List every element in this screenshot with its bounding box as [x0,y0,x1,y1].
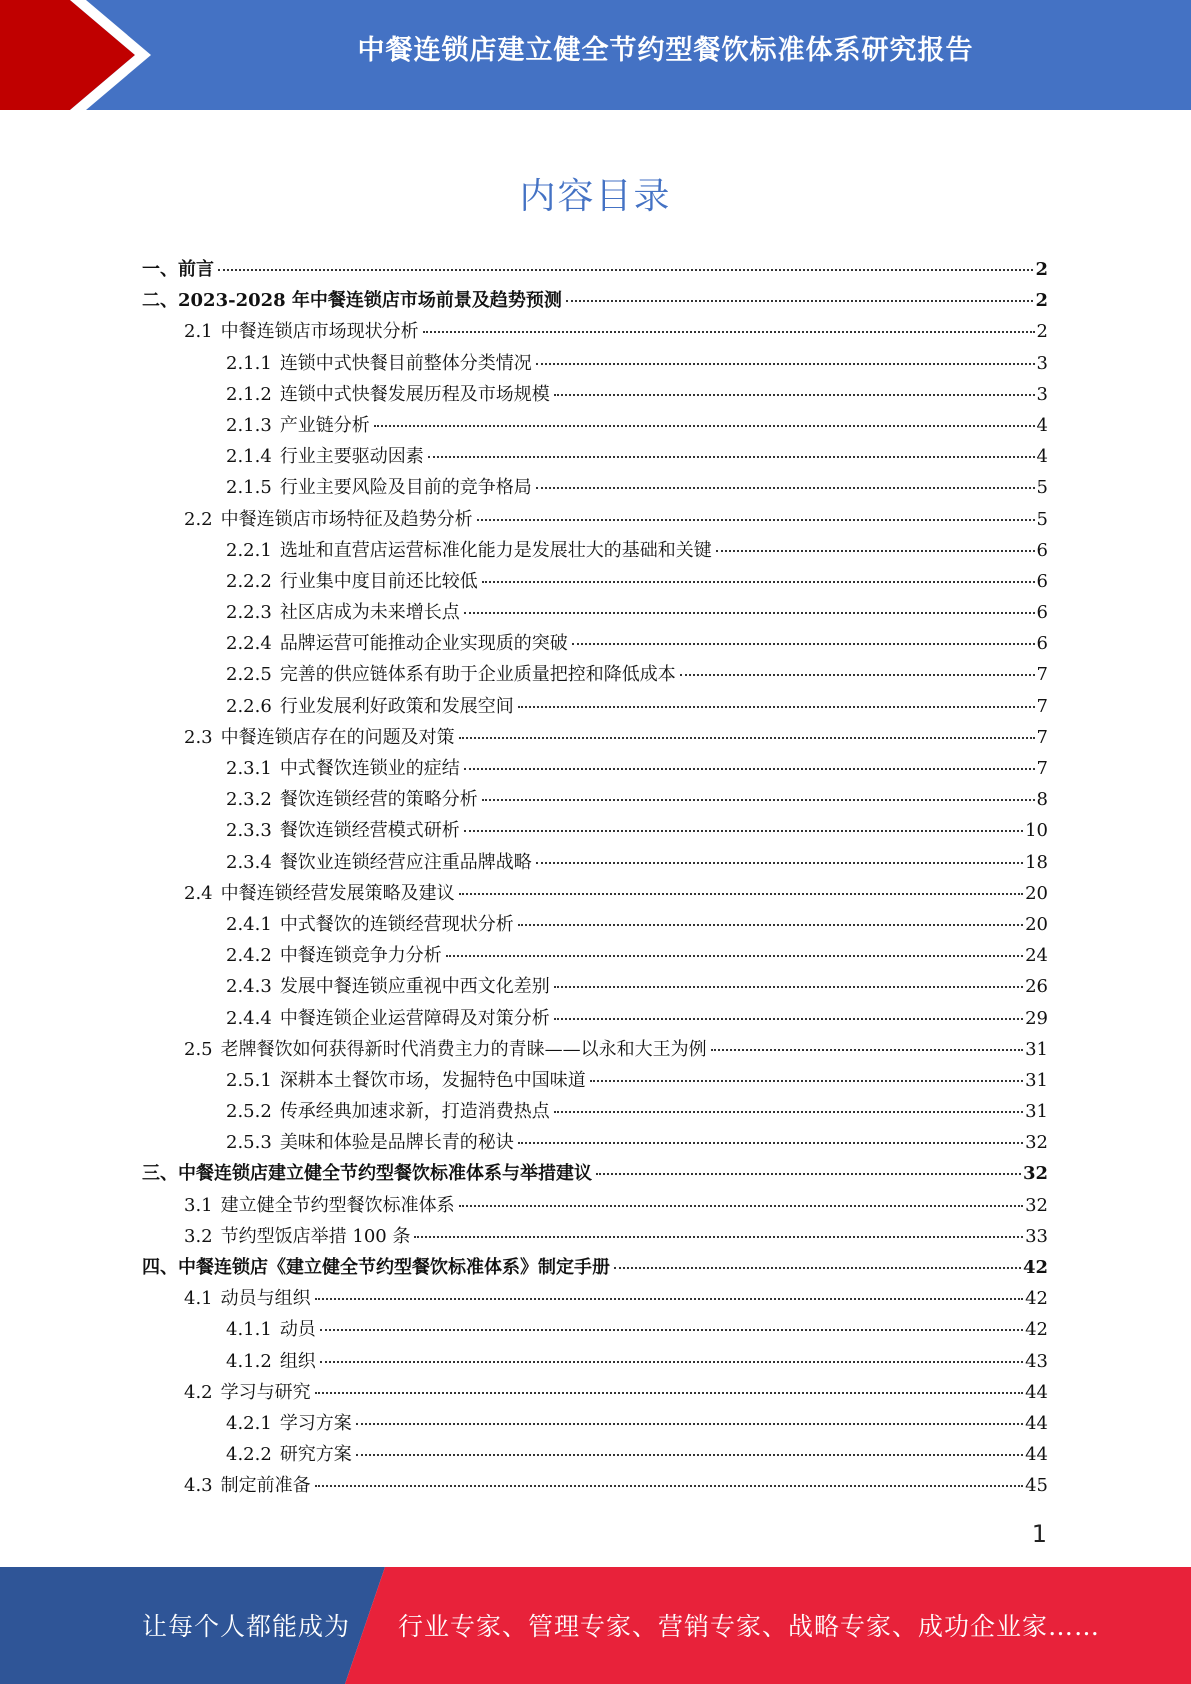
toc-entry-page: 5 [1036,477,1048,499]
toc-entry-number: 3.2 [184,1225,213,1247]
toc-entry-title: 餐饮连锁经营的策略分析 [279,789,478,811]
toc-entry-title: 2023-2028 年中餐连锁店市场前景及趋势预测 [178,290,562,312]
toc-entry-page: 5 [1036,508,1048,530]
toc-entry-title: 行业主要风险及目前的竞争格局 [279,477,532,499]
toc-entry[interactable] [142,628,1048,659]
toc-entry-number: 2.4.1 [226,913,272,935]
toc-entry-number: 2.3.3 [226,820,272,842]
toc-entry-title: 中餐连锁店存在的问题及对策 [220,726,455,748]
toc-dot-leader [716,550,1035,552]
toc-entry-title: 行业集中度目前还比较低 [279,570,478,592]
toc-entry-page: 32 [1025,1132,1048,1154]
toc-entry-number: 4.1.2 [226,1350,272,1372]
toc-entry[interactable] [142,1003,1048,1034]
toc-entry-page: 18 [1025,851,1048,873]
toc-dot-leader [315,1392,1023,1394]
toc-entry[interactable] [142,1158,1048,1189]
toc-entry[interactable] [142,535,1048,566]
toc-entry-page: 6 [1036,539,1048,561]
toc-entry-title: 中式餐饮的连锁经营现状分析 [279,913,514,935]
toc-entry-page: 43 [1025,1350,1048,1372]
toc-entry-title: 建立健全节约型餐饮标准体系 [220,1194,455,1216]
toc-entry-title: 中餐连锁经营发展策略及建议 [220,882,455,904]
toc-dot-leader [320,1329,1023,1331]
toc-entry-title: 制定前准备 [220,1475,311,1497]
toc-dot-leader [315,1485,1023,1487]
toc-entry-title: 中式餐饮连锁业的症结 [279,758,460,779]
toc-entry[interactable] [142,1252,1048,1283]
toc-dot-leader [518,1142,1023,1144]
toc-entry-page: 6 [1036,633,1048,655]
toc-entry-page: 42 [1025,1288,1048,1310]
toc-entry-number: 2.3.1 [226,758,272,779]
toc-dot-leader [554,394,1035,396]
toc-entry[interactable] [142,441,1048,472]
toc-dot-leader [536,862,1023,864]
header-banner [0,0,1191,110]
toc-dot-leader [680,674,1035,676]
toc-entry[interactable] [142,1314,1048,1345]
toc-entry-title: 学习与研究 [220,1381,311,1403]
toc-dot-leader [459,737,1035,739]
toc-entry-number: 2.5.2 [226,1101,272,1123]
toc-entry-page: 7 [1036,726,1048,748]
toc-entry-title: 餐饮连锁经营模式研析 [279,820,460,842]
toc-entry-title: 选址和直营店运营标准化能力是发展壮大的基础和关键 [279,539,712,561]
toc-entry[interactable] [142,971,1048,1002]
toc-entry-page: 33 [1025,1225,1048,1247]
toc-entry[interactable] [142,1439,1048,1470]
toc-entry-page: 6 [1036,602,1048,624]
header-title: 中餐连锁店建立健全节约型餐饮标准体系研究报告 [357,35,974,66]
toc-entry-number: 2.4.2 [226,945,272,967]
toc-entry-number: 2.3.4 [226,851,272,873]
toc-entry[interactable] [142,504,1048,535]
toc-entry-number: 二、 [142,290,178,312]
toc-entry-title: 节约型饭店举措 100 条 [220,1225,411,1247]
toc-entry[interactable] [142,784,1048,815]
toc-entry-page: 45 [1025,1475,1048,1497]
toc-entry[interactable] [142,847,1048,878]
toc-entry[interactable] [142,1470,1048,1501]
toc-entry-title: 美味和体验是品牌长青的秘诀 [279,1132,514,1154]
toc-entry[interactable] [142,753,1048,784]
toc-entry-page: 7 [1036,695,1048,717]
toc-entry-page: 2 [1035,259,1048,280]
toc-entry-page: 29 [1025,1007,1048,1029]
toc-entry[interactable] [142,348,1048,379]
toc-entry[interactable] [142,566,1048,597]
toc-entry-page: 26 [1025,976,1048,998]
toc-entry-title: 中餐连锁店市场现状分析 [220,321,419,343]
toc-entry-title: 社区店成为未来增长点 [279,602,460,624]
toc-entry-title: 前言 [178,259,214,280]
toc-entry[interactable] [142,1096,1048,1127]
toc-entry[interactable] [142,1377,1048,1408]
toc-dot-leader [459,893,1023,895]
toc-entry-page: 2 [1036,321,1048,343]
toc-entry-title: 中餐连锁店市场特征及趋势分析 [220,508,473,530]
toc-entry-number: 2.4.3 [226,976,272,998]
toc-entry-number: 2.3.2 [226,789,272,811]
toc-entry-title: 老牌餐饮如何获得新时代消费主力的青睐——以永和大王为例 [220,1038,707,1060]
toc-entry[interactable] [142,940,1048,971]
footer-slogan-left: 让每个人都能成为 [142,1612,351,1641]
toc-dot-leader [596,1173,1021,1175]
toc-dot-leader [356,1454,1023,1456]
toc-entry-number: 4.3 [184,1475,213,1497]
toc-entry[interactable] [142,722,1048,753]
toc-entry-title: 品牌运营可能推动企业实现质的突破 [279,633,568,655]
toc-dot-leader [356,1423,1023,1425]
toc-dot-leader [464,830,1023,832]
toc-entry[interactable] [142,316,1048,347]
toc-entry-page: 7 [1036,664,1048,686]
footer-banner [0,1567,1191,1684]
toc-entry-number: 2.2 [184,508,213,530]
toc-dot-leader [536,487,1035,489]
toc-dot-leader [414,1236,1023,1238]
toc-entry-number: 2.2.6 [226,695,272,717]
toc-entry-page: 20 [1025,913,1048,935]
toc-entry-title: 深耕本土餐饮市场，发掘特色中国味道 [279,1069,586,1091]
toc-entry-page: 31 [1025,1069,1048,1091]
toc-dot-leader [518,706,1035,708]
toc-entry-title: 动员与组织 [220,1288,311,1310]
toc-entry-title: 研究方案 [279,1444,352,1466]
toc-dot-leader [554,1111,1023,1113]
toc-entry-number: 2.1.3 [226,414,272,436]
toc-dot-leader [315,1298,1023,1300]
toc-entry[interactable] [142,878,1048,909]
toc-entry-page: 31 [1025,1101,1048,1123]
toc-entry-number: 四、 [142,1257,178,1278]
toc-entry-title: 连锁中式快餐目前整体分类情况 [279,352,532,374]
toc-entry-number: 4.2.1 [226,1412,272,1434]
toc-entry-number: 2.5 [184,1038,213,1060]
toc-entry-page: 32 [1022,1163,1048,1185]
toc-entry-number: 一、 [142,259,178,280]
toc-entry-page: 7 [1036,758,1048,779]
toc-dot-leader [590,1080,1023,1082]
toc-dot-leader [711,1049,1023,1051]
toc-entry-title: 行业主要驱动因素 [279,446,424,468]
toc-entry-number: 2.2.2 [226,570,272,592]
toc-entry-page: 3 [1036,352,1048,374]
footer-slogan-right: 行业专家、管理专家、营销专家、战略专家、成功企业家…… [398,1612,1101,1641]
toc-entry[interactable] [142,597,1048,628]
toc-entry-number: 4.2 [184,1381,213,1403]
toc-entry-title: 产业链分析 [279,414,370,436]
toc-entry[interactable] [142,1346,1048,1377]
toc-entry-number: 2.1 [184,321,213,343]
toc-entry-page: 2 [1035,290,1048,312]
toc-dot-leader [554,1018,1023,1020]
toc-entry-page: 4 [1036,446,1048,468]
toc-entry-page: 42 [1025,1319,1048,1341]
toc-entry-number: 2.5.1 [226,1069,272,1091]
toc-entry-page: 44 [1025,1381,1048,1403]
toc-entry-page: 44 [1025,1412,1048,1434]
toc-dot-leader [614,1267,1021,1269]
toc-entry-number: 4.2.2 [226,1444,272,1466]
toc-entry-page: 44 [1025,1444,1048,1466]
toc-entry-number: 3.1 [184,1194,213,1216]
toc-entry-number: 4.1.1 [226,1319,272,1341]
toc-entry[interactable] [142,379,1048,410]
toc-dot-leader [218,269,1033,271]
toc-dot-leader [482,799,1035,801]
toc-entry-page: 6 [1036,570,1048,592]
toc-entry-title: 中餐连锁店《建立健全节约型餐饮标准体系》制定手册 [178,1257,610,1278]
toc-entry-title: 动员 [279,1319,316,1341]
toc-entry-page: 10 [1025,820,1048,842]
toc-entry-number: 2.1.4 [226,446,272,468]
toc-entry[interactable] [142,1408,1048,1439]
toc-entry[interactable] [142,410,1048,441]
toc-dot-leader [518,924,1023,926]
toc-entry-number: 2.2.1 [226,539,272,561]
toc-entry-number: 4.1 [184,1288,213,1310]
toc-dot-leader [536,363,1035,365]
toc-entry-title: 连锁中式快餐发展历程及市场规模 [279,383,550,405]
toc-entry[interactable] [142,285,1048,316]
toc-entry[interactable] [142,815,1048,846]
toc-entry-number: 2.4.4 [226,1007,272,1029]
toc-dot-leader [320,1361,1023,1363]
toc-entry-number: 2.3 [184,726,213,748]
toc-entry-page: 3 [1036,383,1048,405]
toc-dot-leader [477,519,1035,521]
toc-dot-leader [446,955,1023,957]
toc-entry-number: 2.1.2 [226,383,272,405]
toc-entry[interactable] [142,691,1048,722]
toc-entry[interactable] [142,254,1048,285]
toc-dot-leader [464,768,1035,770]
toc-entry-number: 2.2.3 [226,602,272,624]
toc-entry-number: 2.4 [184,882,213,904]
toc-entry-page: 42 [1022,1257,1048,1278]
toc-entry[interactable] [142,1283,1048,1314]
toc-dot-leader [566,300,1034,302]
toc-entry[interactable] [142,1127,1048,1158]
toc-entry-title: 餐饮业连锁经营应注重品牌战略 [279,851,532,873]
toc-entry-page: 8 [1036,789,1048,811]
toc-entry-number: 2.1.1 [226,352,272,374]
toc-dot-leader [374,425,1035,427]
toc-entry-page: 20 [1025,882,1048,904]
toc-entry-title: 中餐连锁竞争力分析 [279,945,442,967]
toc-entry[interactable] [142,659,1048,690]
toc-entry-page: 4 [1036,414,1048,436]
toc-entry-number: 2.5.3 [226,1132,272,1154]
toc-entry-title: 传承经典加速求新，打造消费热点 [279,1101,550,1123]
toc-entry-title: 中餐连锁企业运营障碍及对策分析 [279,1007,550,1029]
toc-dot-leader [554,986,1023,988]
toc-entry-page: 32 [1025,1194,1048,1216]
toc-dot-leader [482,581,1035,583]
toc-entry[interactable] [142,1190,1048,1221]
toc-dot-leader [423,331,1035,333]
toc-entry-title: 完善的供应链体系有助于企业质量把控和降低成本 [279,664,676,686]
toc-entry-title: 学习方案 [279,1412,352,1434]
toc-entry-title: 发展中餐连锁应重视中西文化差别 [279,976,550,998]
toc-entry-number: 2.2.4 [226,633,272,655]
toc-entry[interactable] [142,1221,1048,1252]
toc-dot-leader [464,612,1035,614]
table-of-contents [142,254,1048,1502]
toc-entry-number: 2.1.5 [226,477,272,499]
toc-entry[interactable] [142,1034,1048,1065]
toc-entry-number: 三、 [142,1163,178,1185]
toc-entry[interactable] [142,909,1048,940]
toc-entry-page: 24 [1025,945,1048,967]
toc-entry[interactable] [142,1065,1048,1096]
toc-dot-leader [428,456,1035,458]
toc-entry-page: 31 [1025,1038,1048,1060]
toc-entry-title: 组织 [279,1350,316,1372]
toc-entry[interactable] [142,472,1048,503]
toc-dot-leader [572,643,1035,645]
toc-title: 内容目录 [519,176,672,217]
toc-dot-leader [459,1205,1023,1207]
toc-entry-title: 中餐连锁店建立健全节约型餐饮标准体系与举措建议 [178,1163,592,1185]
toc-entry-number: 2.2.5 [226,664,272,686]
header-arrow-decoration [0,0,260,110]
toc-entry-title: 行业发展利好政策和发展空间 [279,695,514,717]
page-number: 1 [1031,1520,1047,1548]
